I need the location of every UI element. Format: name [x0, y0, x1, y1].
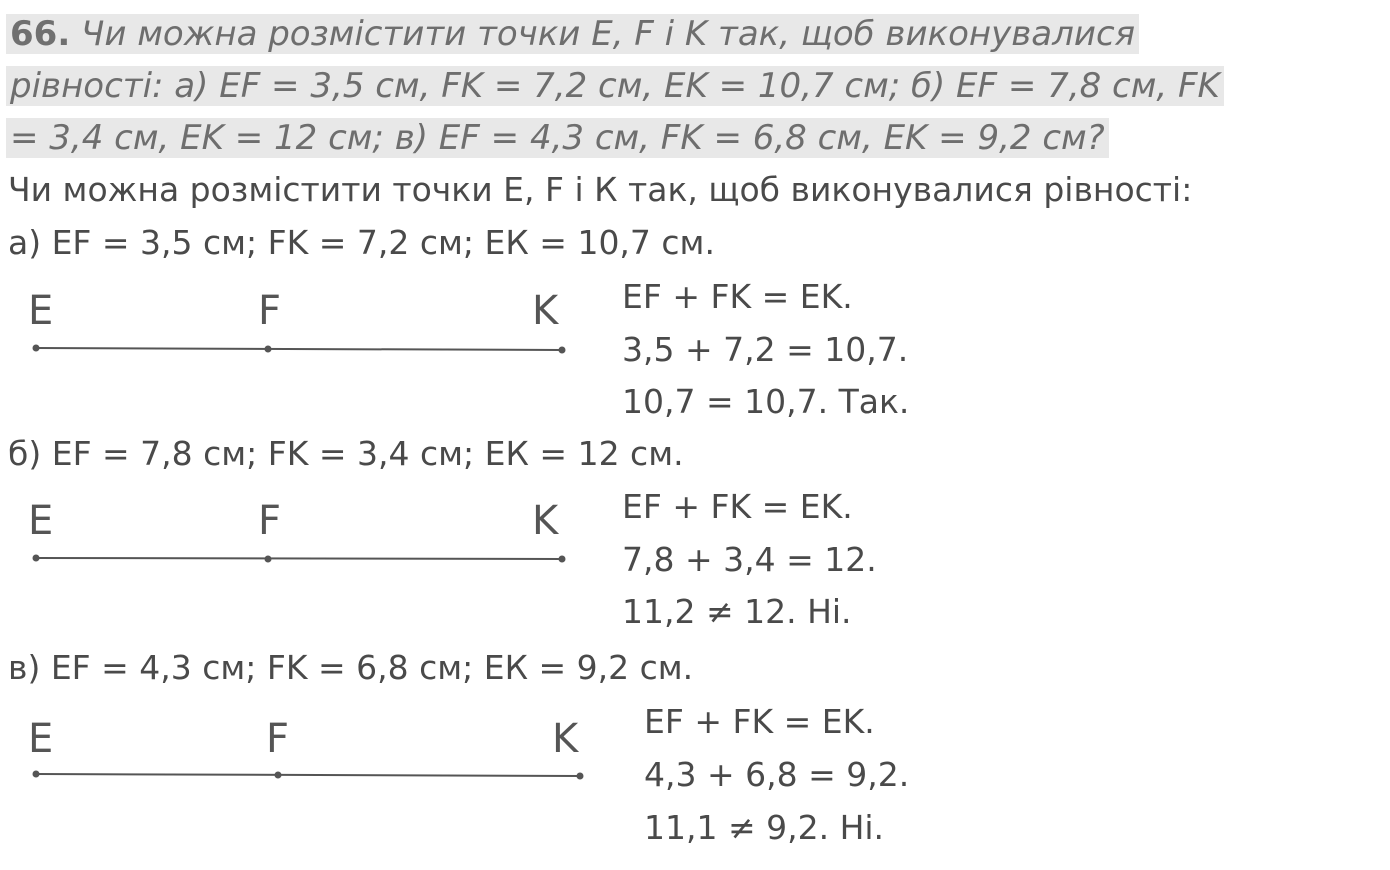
point-e: [33, 771, 40, 778]
part-a-step-1: EF + FK = EK.: [622, 277, 853, 316]
part-c-step-1: EF + FK = EK.: [644, 702, 875, 741]
part-c-step-3: 11,1 ≠ 9,2. Ні.: [644, 808, 885, 847]
segment-ek: [36, 774, 580, 776]
point-f: [265, 346, 272, 353]
point-e-label: E: [28, 498, 54, 544]
point-f: [265, 556, 272, 563]
part-a-segment-drawing: [20, 280, 590, 370]
point-k: [577, 773, 584, 780]
part-b-step-1: EF + FK = EK.: [622, 487, 853, 526]
segment-ek: [36, 558, 562, 559]
point-k-label: K: [552, 716, 579, 762]
point-f: [275, 772, 282, 779]
task-line-1: 66. Чи можна розмістити точки E, F і K так, щоб виконувалися: [6, 14, 1139, 54]
point-k: [559, 347, 566, 354]
point-k-label: K: [532, 288, 559, 334]
task-line-2: рівності: а) EF = 3,5 см, FK = 7,2 см, EK = 10,7 см; б) EF = 7,8 см, FK: [6, 66, 1224, 106]
intro-text: Чи можна розмістити точки Е, F і К так, щоб виконувалися рівності:: [8, 170, 1193, 209]
part-c-condition: в) EF = 4,3 см; FK = 6,8 см; ЕК = 9,2 см.: [8, 648, 694, 687]
task-statement: [6, 8, 1382, 164]
part-b-step-2: 7,8 + 3,4 = 12.: [622, 540, 877, 579]
segment-ek: [36, 348, 562, 350]
part-a-step-3: 10,7 = 10,7. Так.: [622, 382, 910, 421]
part-c-segment-drawing: [20, 708, 600, 798]
point-f-label: F: [266, 716, 290, 762]
part-a-condition: а) EF = 3,5 см; FK = 7,2 см; ЕК = 10,7 см.: [8, 223, 715, 262]
point-k: [559, 556, 566, 563]
task-number: 66.: [10, 14, 71, 54]
point-e-label: E: [28, 288, 54, 334]
point-f-label: F: [258, 288, 282, 334]
point-e: [33, 345, 40, 352]
part-b-segment-drawing: [20, 490, 590, 580]
point-e: [33, 555, 40, 562]
part-b-condition: б) EF = 7,8 см; FK = 3,4 см; ЕК = 12 см.: [8, 434, 684, 473]
point-k-label: K: [532, 498, 559, 544]
point-e-label: E: [28, 716, 54, 762]
part-b-step-3: 11,2 ≠ 12. Ні.: [622, 592, 852, 631]
point-f-label: F: [258, 498, 282, 544]
part-c-step-2: 4,3 + 6,8 = 9,2.: [644, 755, 910, 794]
task-line-3: = 3,4 см, EK = 12 см; в) EF = 4,3 см, FK = 6,8 см, EK = 9,2 см?: [6, 118, 1109, 158]
part-a-step-2: 3,5 + 7,2 = 10,7.: [622, 330, 909, 369]
